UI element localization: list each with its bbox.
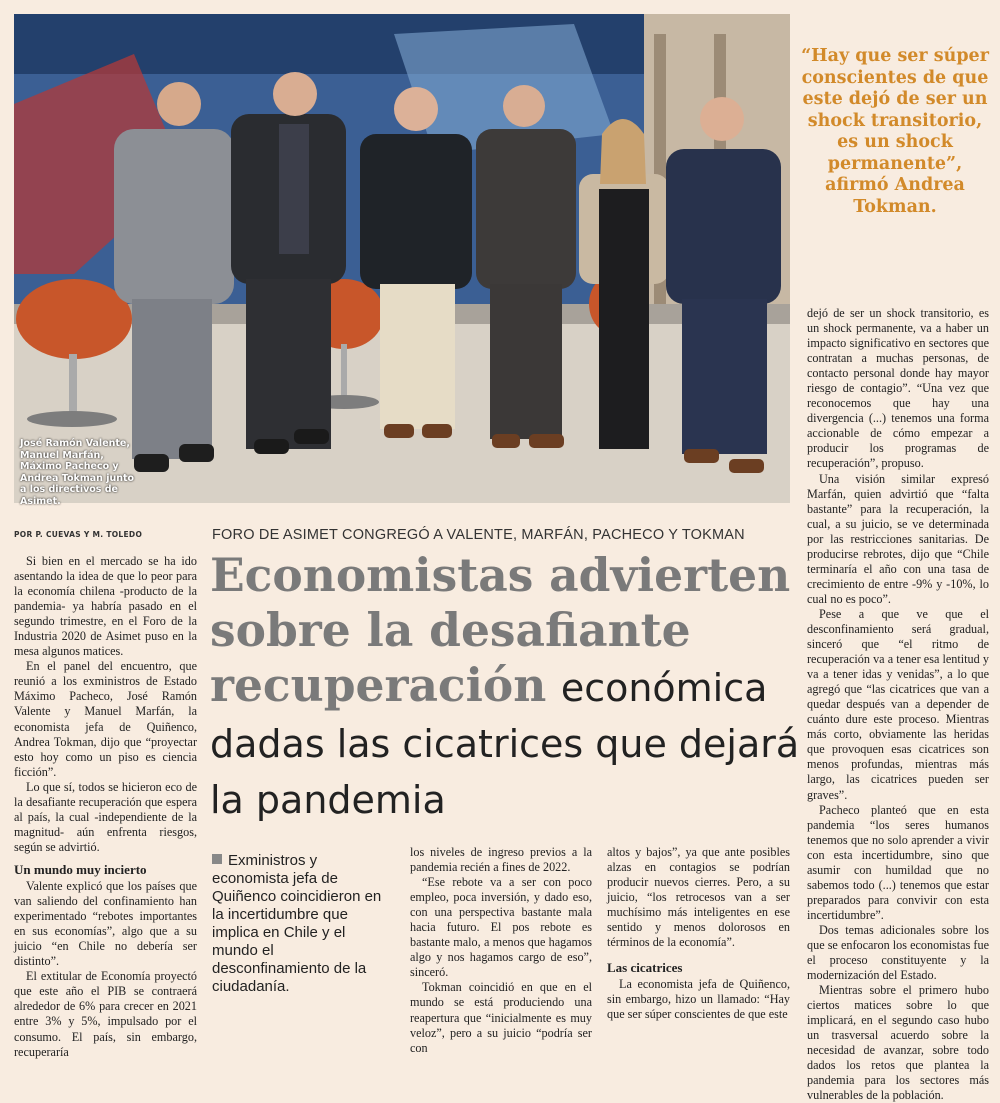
body-column-5 (807, 306, 989, 1103)
paragraph: En el panel del encuentro, que reunió a los exministros de Estado Máximo Pacheco, José Ramón Valente y Manuel Marfán, la economista jefa de Quiñenco, Andrea Tokman, dijo que “proyectar esto hoy como un piso es ciencia ficción”. (14, 659, 197, 779)
paragraph: dejó de ser un shock transitorio, es un shock permanente, va a haber un impacto significativo en sectores que contratan a muchas personas, de contacto personal donde hay mayor riesgo de contagio”. “Una vez que reconocemos que hay una divergencia (...) tenemos una forma accionable de cómo empezar a producir los programas de recuperación”, propuso. (807, 306, 989, 471)
kicker: FORO DE ASIMET CONGREGÓ A VALENTE, MARFÁN, PACHECO Y TOKMAN (212, 527, 745, 543)
paragraph: La economista jefa de Quiñenco, sin embargo, hizo un llamado: “Hay que ser súper conscientes de que este (607, 977, 790, 1022)
paragraph: Dos temas adicionales sobre los que se enfocaron los economistas fue el proceso constituyente y la modernización del Estado. (807, 922, 989, 983)
paragraph: Pese a que ve que el desconfinamiento será gradual, sinceró que “el ritmo de recuperación va a tener esa lentitud y va a tener idas y venidas”, a lo que agregó que “las cicatrices que van a quedar después van a depender de cuánto dure este proceso. Mientras más corto, obviamente las heridas que provoquen esas cicatrices son menos profundas, mientras más largo, las cicatrices pueden ser graves”. (807, 606, 989, 802)
byline: POR P. CUEVAS Y M. TOLEDO (14, 530, 143, 539)
body-column-1-continued (14, 858, 197, 1060)
headline-light: económica dadas las cicatrices que dejará la pandemia (210, 666, 800, 822)
pull-quote: “Hay que ser súper conscientes de que este dejó de ser un shock transitorio, es un shock permanente”, afirmó Andrea Tokman. (801, 46, 989, 217)
paragraph: Valente explicó que los países que van saliendo del confinamiento han experimentado “rebotes importantes en sus economías”, algo que a su juicio “en Chile no debería ser distinto”. (14, 879, 197, 969)
paragraph: Mientras sobre el primero hubo ciertos matices sobre lo que implicará, en el segundo caso hubo un trasversal acuerdo sobre la necesidad de avanzar, sobre todo dados los retos que plantea la pandemia para los sectores más vulnerables de la población. (807, 983, 989, 1103)
dek-text: Exministros y economista jefa de Quiñenco coincidieron en la incertidumbre que implica en Chile y el mundo el desconfinamiento de la ciudadanía. (212, 852, 382, 995)
paragraph: Pacheco planteó que en esta pandemia “los seres humanos tenemos que no solo aprender a vivir con esta incertidumbre, sino que asumir con humildad que no sabemos todo (...) tenemos que estar preparados para convivir con esta incertidumbre”. (807, 802, 989, 922)
headline (210, 548, 800, 827)
body-column-3 (410, 845, 592, 1056)
paragraph: El extitular de Economía proyectó que este año el PIB se contraerá alrededor de 6% para crecer en 2021 entre 3% y 5%, impulsado por el consumo. El país, sin embargo, recuperaría (14, 969, 197, 1059)
paragraph: altos y bajos”, ya que ante posibles alzas en contagios se podrían producir nuevos cierres. Pero, a su juicio, “los retrocesos van a ser muchísimo más inteligentes en ese sentido y menos dolorosos en términos de la economía”. (607, 845, 790, 950)
article-dek (212, 852, 392, 996)
paragraph: Tokman coincidió en que en el mundo se está produciendo una reapertura que “inicialmente es muy veloz”, pero a su juicio “podría ser con (410, 980, 592, 1055)
paragraph: Si bien en el mercado se ha ido asentando la idea de que lo peor para la economía chilena -producto de la pandemia- ya habría pasado en el segundo trimestre, en el Foro de la Industria 2020 de Asimet puso en la mesa algunos matices. (14, 554, 197, 659)
photo-caption: José Ramón Valente, Manuel Marfán, Máximo Pacheco y Andrea Tokman junto a los directivos de Asimet. (20, 438, 135, 507)
paragraph: “Ese rebote va a ser con poco empleo, poca inversión, y dado eso, con una perspectiva bastante mala hacia futuro. El pos rebote es bastante malo, a menos que hagamos algo y nos hagamos cargo de eso”, sinceró. (410, 875, 592, 980)
headline-bold: Economistas advierten sobre la desafiante recuperación (210, 548, 791, 712)
subheading: Las cicatrices (607, 960, 683, 976)
body-column-4 (607, 845, 790, 1023)
paragraph: los niveles de ingreso previos a la pandemia recién a fines de 2022. (410, 845, 592, 875)
square-bullet-icon (212, 854, 222, 864)
article-photo (14, 14, 790, 503)
body-column-1 (14, 554, 197, 855)
panel-photo-illustration (14, 14, 790, 503)
paragraph: Una visión similar expresó Marfán, quien advirtió que “falta bastante” para la recuperación, la cual, a su juicio, se ve determinada por las restricciones sanitarias. De producirse rebrotes, dijo que “Chile terminaría el año con una tasa de crecimiento de entre -9% y -10%, lo cual no es poco”. (807, 471, 989, 606)
subheading: Un mundo muy incierto (14, 862, 147, 877)
paragraph: Lo que sí, todos se hicieron eco de la desafiante recuperación que espera al país, la cual -independiente de la magnitud- aún enfrenta riesgos, según se advirtió. (14, 779, 197, 854)
